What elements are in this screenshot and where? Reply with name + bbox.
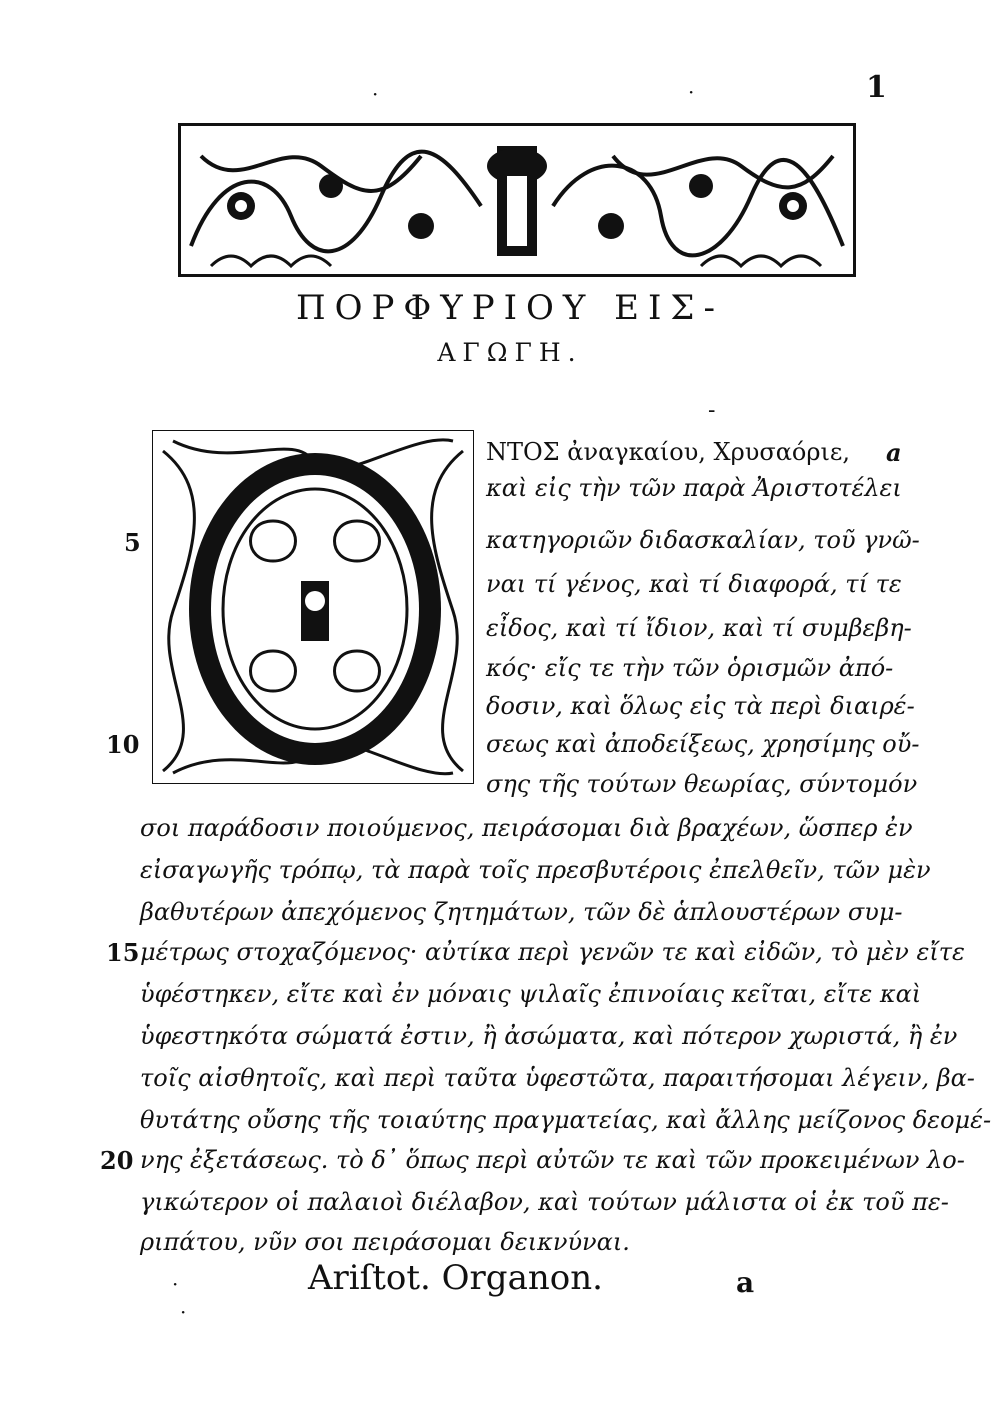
catchword: Ariſtot. Organon. [308,1258,603,1298]
print-dash: - [708,398,716,423]
headpiece-ornament [178,123,856,277]
text-line: γικώτερον οἱ παλαιοὶ διέλαβον, καὶ τούτων μάλιστα οἱ ἐκ τοῦ πε- [140,1188,949,1216]
print-speck: · [180,1300,187,1324]
text-line: ὑφέστηκεν, εἴτε καὶ ἐν μόναις ψιλαῖς ἐπινοίαις κεῖται, εἴτε καὶ [140,980,922,1008]
line-number: 10 [106,730,140,759]
text-line: νης ἐξετάσεως. τὸ δ᾽ ὅπως περὶ αὐτῶν τε καὶ τῶν προκειμένων λο- [140,1146,965,1174]
initial-ornament-illustration [153,431,473,783]
text-line: θυτάτης οὔσης τῆς τοιαύτης πραγματείας, καὶ ἄλλης μείζονος δεομέ- [140,1106,992,1134]
text-line: ριπάτου, νῦν σοι πειράσομαι δεικνύναι. [140,1228,630,1256]
text-line: ὑφεστηκότα σώματά ἐστιν, ἢ ἀσώματα, καὶ πότερον χωριστά, ἢ ἐν [140,1022,958,1050]
text-line: ΝΤΟΣ ἀναγκαίου, Χρυσαόριε, [486,438,850,466]
marginal-note: a [886,438,902,467]
folio-number: 1 [866,70,887,105]
text-line: καὶ εἰς τὴν τῶν παρὰ Ἀριστοτέλει [486,474,902,502]
decorated-initial [152,430,474,784]
text-line: κατηγοριῶν διδασκαλίαν, τοῦ γνῶ- [486,526,920,554]
text-line: σοι παράδοσιν ποιούμενος, πειράσομαι διὰ βραχέων, ὥσπερ ἐν [140,814,913,842]
text-line: τοῖς αἰσθητοῖς, καὶ περὶ ταῦτα ὑφεστῶτα, παραιτήσομαι λέγειν, βα- [140,1064,975,1092]
text-line: βαθυτέρων ἀπεχόμενος ζητημάτων, τῶν δὲ ἁπλουστέρων συμ- [140,898,903,926]
signature-mark: a [736,1266,755,1299]
line-number: 20 [100,1146,134,1175]
line-number: 15 [106,938,140,967]
text-line: μέτρως στοχαζόμενος· αὐτίκα περὶ γενῶν τε καὶ εἰδῶν, τὸ μὲν εἴτε [140,938,965,966]
text-line: δοσιν, καὶ ὅλως εἰς τὰ περὶ διαιρέ- [486,692,915,720]
text-line: σεως καὶ ἀποδείξεως, χρησίμης οὔ- [486,730,920,758]
print-speck: · [688,80,695,104]
text-line: εἶδος, καὶ τί ἴδιον, καὶ τί συμβεβη- [486,614,912,642]
text-line: κός· εἴς τε τὴν τῶν ὁρισμῶν ἀπό- [486,654,894,682]
print-speck: · [172,1272,179,1296]
page-title-continued: ΑΓΩΓΗ. [437,338,583,367]
page-title: ΠΟΡΦΥΡΙΟΥ ΕΙΣ- [296,288,724,328]
text-line: ναι τί γένος, καὶ τί διαφορά, τί τε [486,570,902,598]
print-speck: · [372,82,379,106]
text-line: σης τῆς τούτων θεωρίας, σύντομόν [486,770,918,798]
text-line: εἰσαγωγῆς τρόπῳ, τὰ παρὰ τοῖς πρεσβυτέροις ἐπελθεῖν, τῶν μὲν [140,856,931,884]
line-number: 5 [124,528,141,557]
foliage-scroll-illustration [181,126,853,274]
